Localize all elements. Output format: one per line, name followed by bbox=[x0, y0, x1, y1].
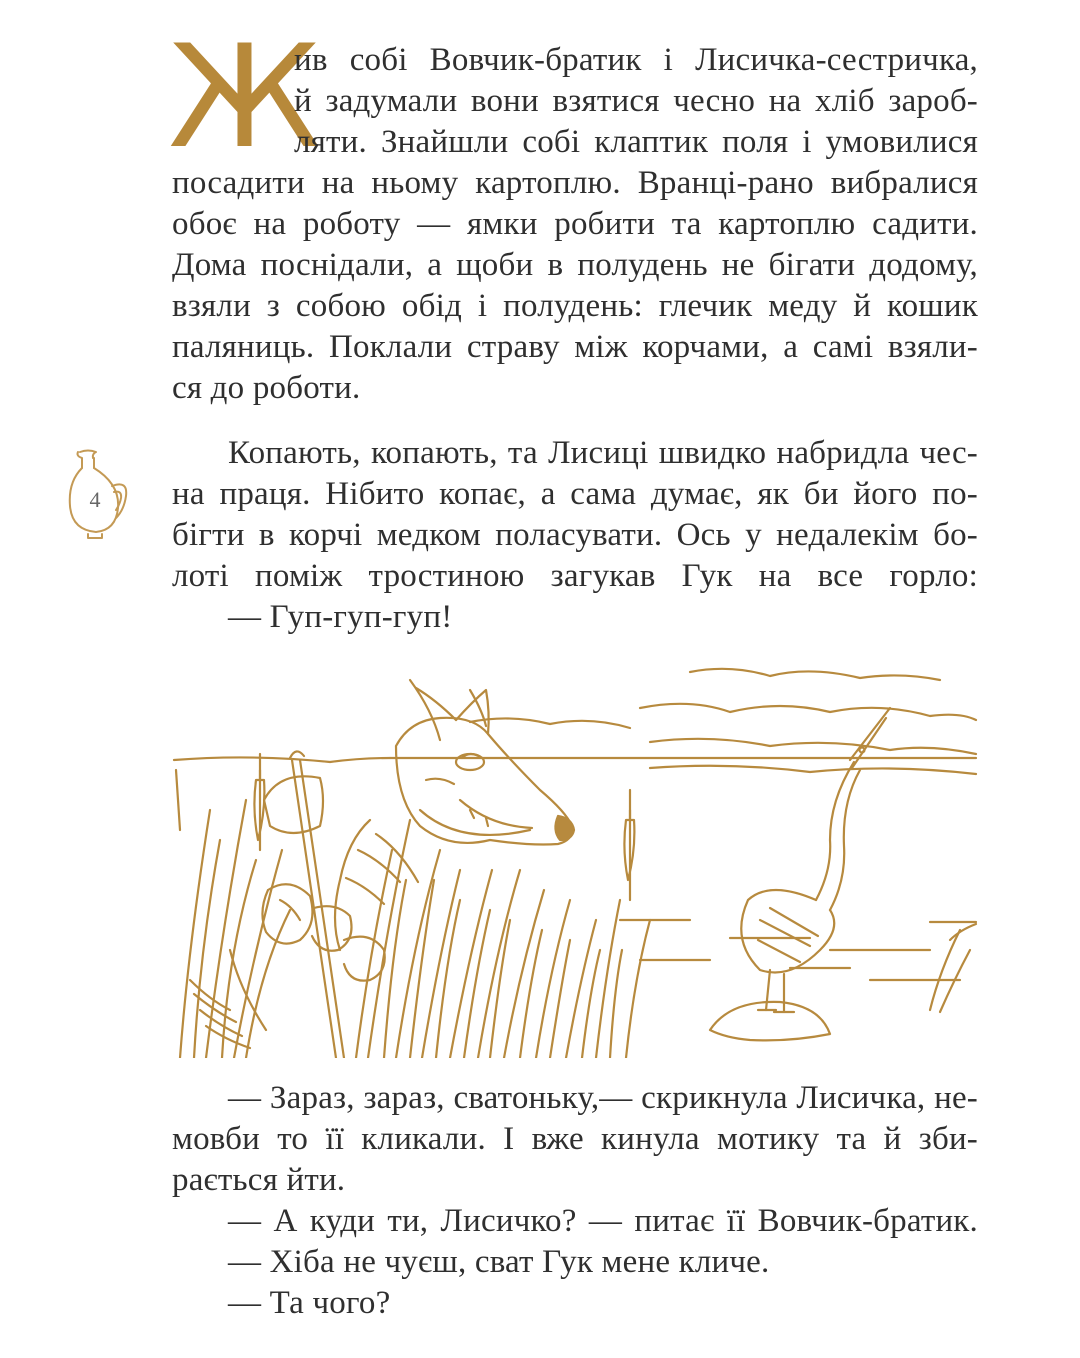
dialogue-line: — А куди ти, Лисичко? — питає її Вовчик-братик. bbox=[228, 1203, 978, 1239]
dialogue-line: — Та чого? bbox=[228, 1285, 391, 1321]
drop-cap: Ж bbox=[168, 15, 322, 180]
paragraph-line: бігти в корчі медком поласувати. Ось у недалекім бо- bbox=[172, 517, 978, 553]
paragraph-2 bbox=[172, 433, 978, 638]
paragraph-line: обоє на роботу — ямки робити та картоплю садити. bbox=[172, 206, 978, 242]
fox-heron-illustration bbox=[170, 650, 982, 1058]
paragraph-line: Копають, копають, та Лисиці швидко набридла чес- bbox=[228, 435, 978, 471]
dialogue-line: — Зараз, зараз, сватоньку,— скрикнула Лисичка, не- bbox=[228, 1080, 978, 1116]
page-number: 4 bbox=[89, 487, 101, 512]
paragraph-line: ся до роботи. bbox=[172, 370, 361, 406]
dialogue-line: — Гуп-гуп-гуп! bbox=[228, 599, 453, 635]
paragraph-line: Дома поснідали, а щоби в полудень не бігати додому, bbox=[172, 247, 978, 283]
paragraph-line: лоті поміж тростиною загукав Гук на все горло: bbox=[172, 558, 978, 594]
dialogue-line: — Хіба не чуєш, сват Гук мене кличе. bbox=[228, 1244, 770, 1280]
paragraph-1 bbox=[168, 15, 978, 409]
paragraph-line: ляти. Знайшли собі клаптик поля і умовилися bbox=[294, 124, 978, 160]
paragraph-4 bbox=[172, 1078, 978, 1324]
paragraph-line: ив собі Вовчик-братик і Лисичка-сестричка, bbox=[294, 42, 978, 78]
paragraph-line: паляниць. Поклали страву між корчами, а самі взяли- bbox=[172, 329, 978, 365]
paragraph-line: взяли з собою обід і полудень: глечик меду й кошик bbox=[172, 288, 978, 324]
paragraph-line: й задумали вони взятися чесно на хліб зароб- bbox=[294, 83, 978, 119]
paragraph-line: рається йти. bbox=[172, 1162, 346, 1198]
paragraph-line: на праця. Нібито копає, а сама думає, як би його по- bbox=[172, 476, 978, 512]
paragraph-line: посадити на ньому картоплю. Вранці-рано вибралися bbox=[172, 165, 978, 201]
paragraph-line: мовби то її кликали. І вже кинула мотику та й зби- bbox=[172, 1121, 978, 1157]
